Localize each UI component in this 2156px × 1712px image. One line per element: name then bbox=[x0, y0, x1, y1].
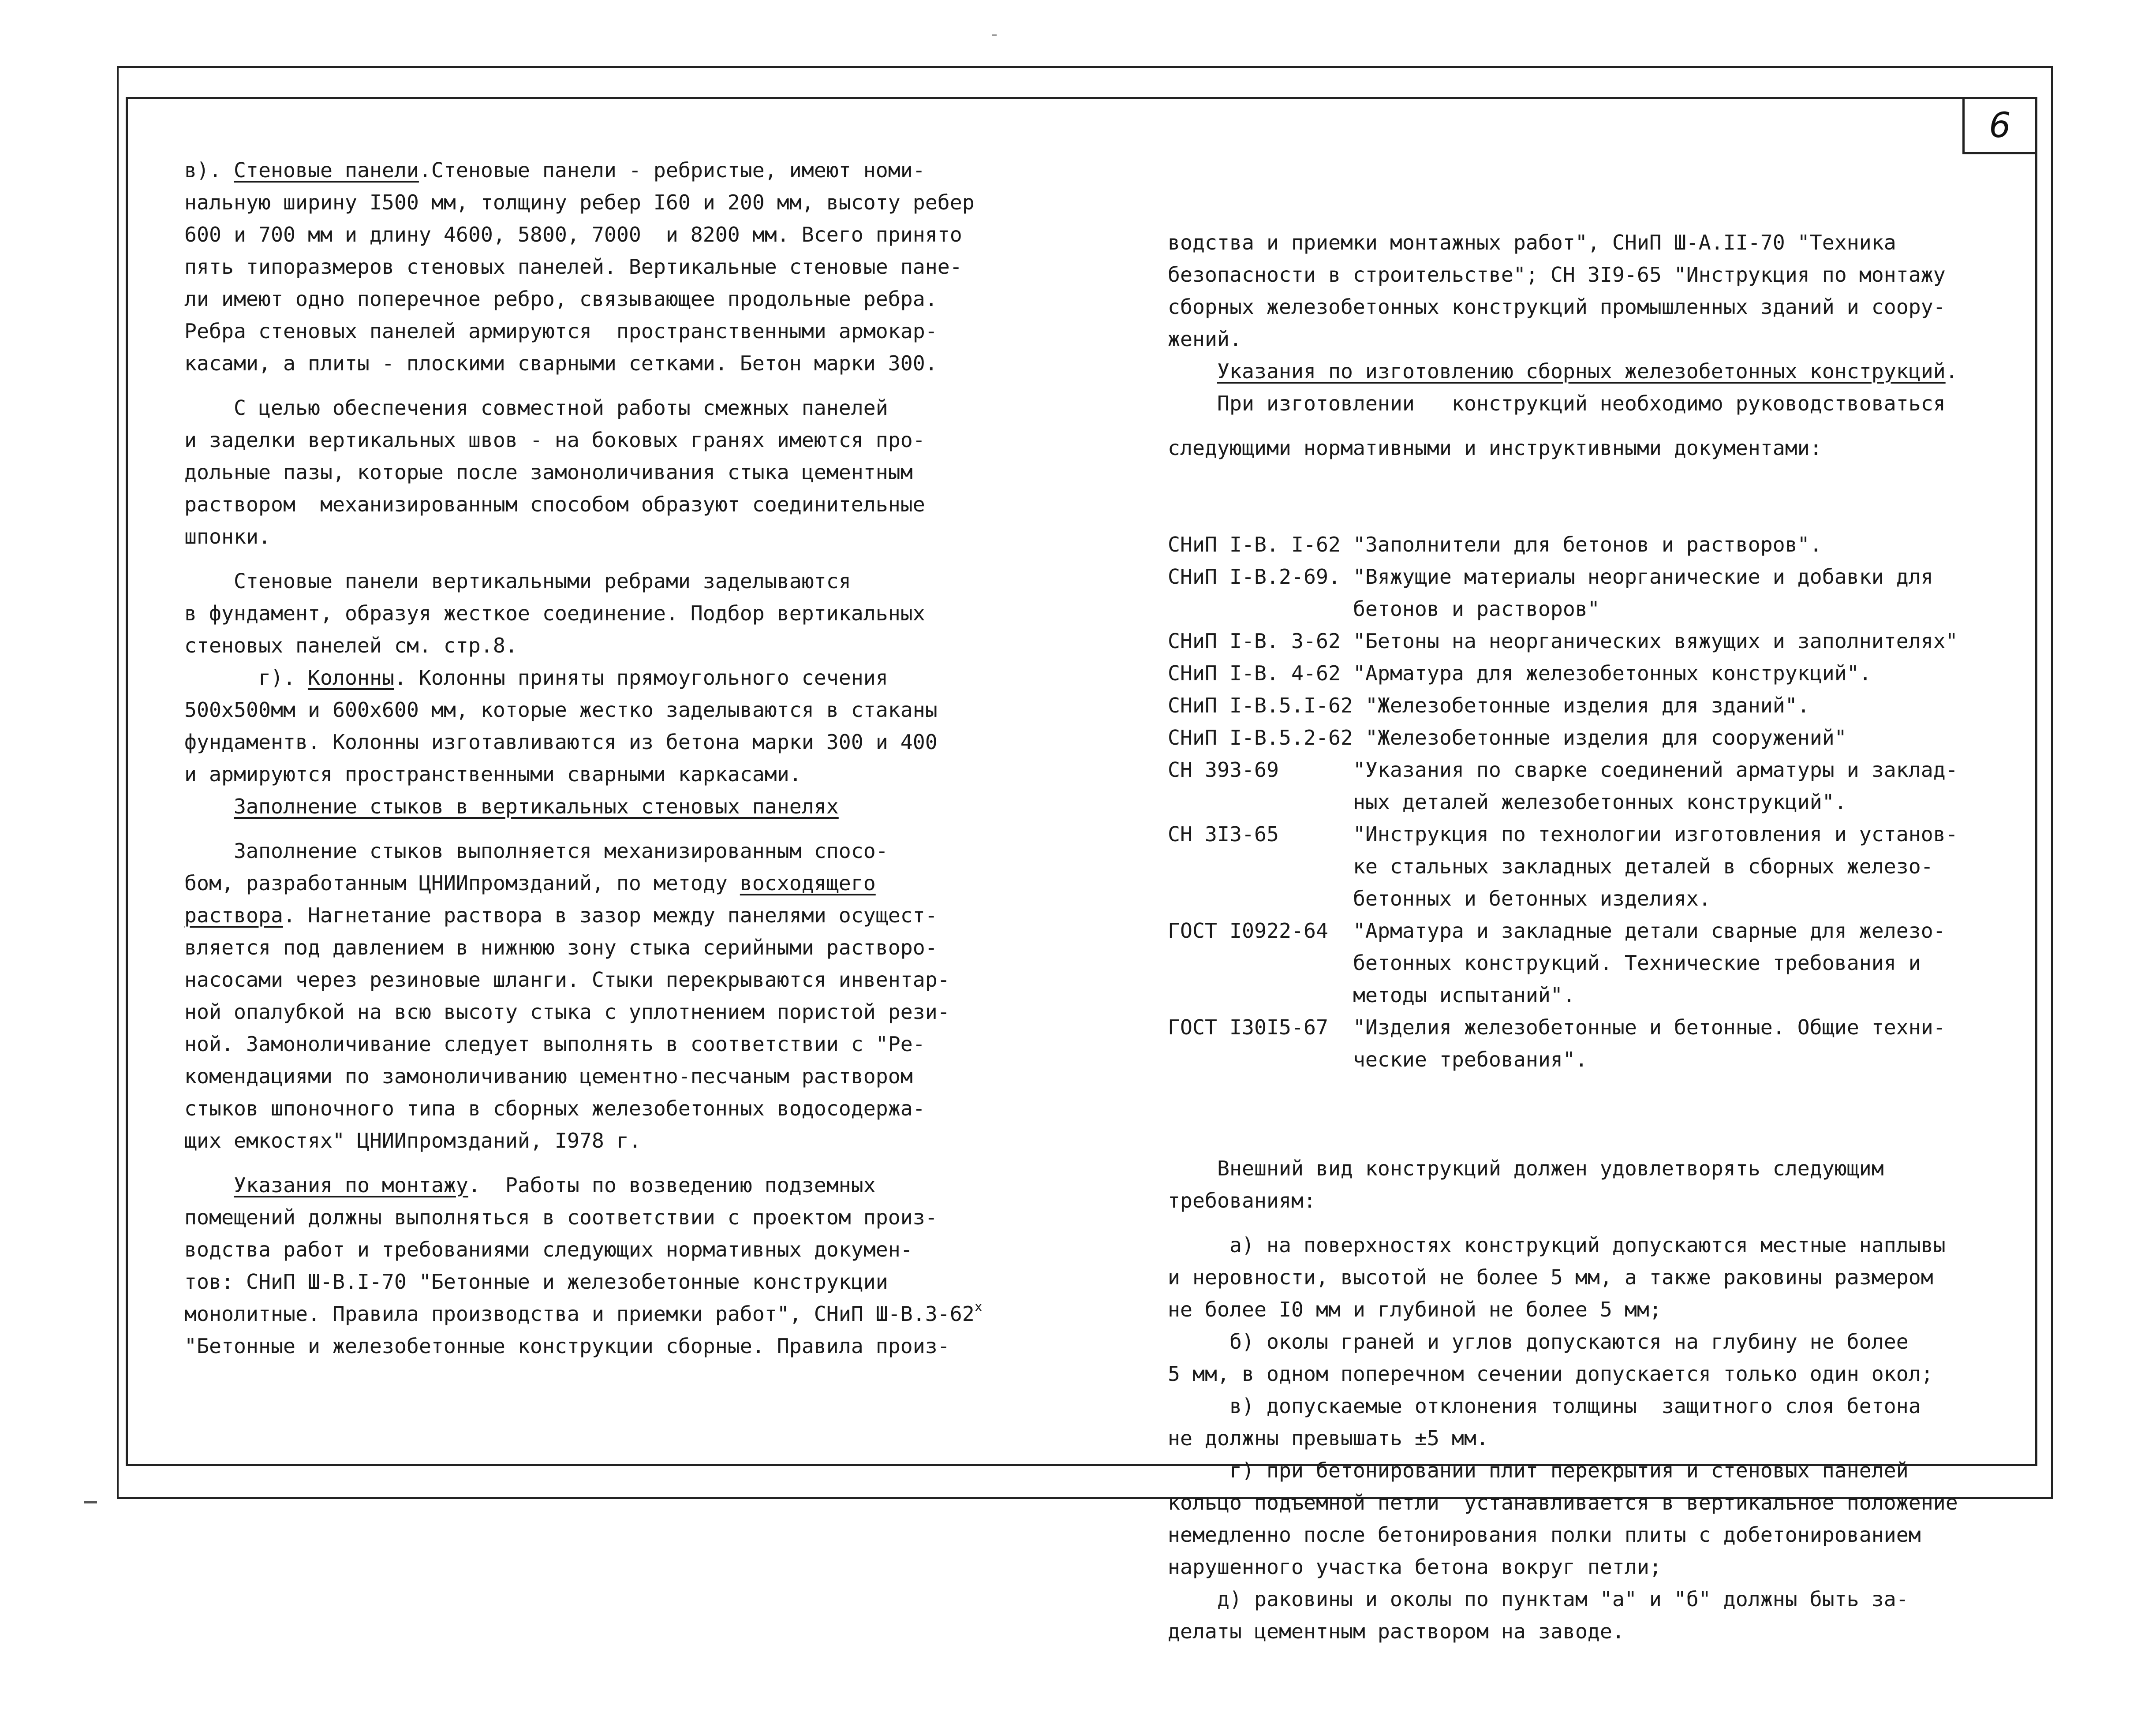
text-segment: нарушенного участка бетона вокруг петли; bbox=[1168, 1555, 1662, 1579]
paragraph-gap bbox=[184, 380, 1013, 392]
text-segment: раствором механизированным способом образуют соединительные bbox=[184, 492, 925, 516]
reference-item bbox=[1168, 883, 2006, 915]
text-line bbox=[184, 932, 1013, 964]
scan-mark bbox=[992, 34, 997, 36]
text-line bbox=[184, 694, 1013, 726]
margin-mark bbox=[84, 1501, 97, 1503]
text-line bbox=[184, 456, 1013, 489]
reference-title: "Железобетонные изделия для зданий". bbox=[1365, 694, 1810, 717]
reference-item bbox=[1168, 593, 2006, 625]
text-segment: Внешний вид конструкций должен удовлетворять следующим bbox=[1168, 1156, 1884, 1180]
text-line bbox=[1168, 1153, 2006, 1185]
text-segment: щих емкостях" ЦНИИпромзданий, I978 г. bbox=[184, 1129, 641, 1153]
paragraph-gap bbox=[184, 553, 1013, 565]
reference-item bbox=[1168, 786, 2006, 818]
reference-title: "Арматура для железобетонных конструкций". bbox=[1353, 661, 1872, 685]
reference-list bbox=[1168, 529, 2006, 1076]
text-segment: . Работы по возведению подземных bbox=[468, 1173, 876, 1197]
text-line bbox=[184, 1060, 1013, 1093]
right-column-requirements bbox=[1168, 1140, 2006, 1648]
text-segment: .Стеновые панели - ребристые, имеют номи- bbox=[418, 158, 925, 182]
reference-title: "Изделия железобетонные и бетонные. Общие техни- bbox=[1353, 1015, 1946, 1039]
reference-title: методы испытаний". bbox=[1353, 983, 1575, 1007]
text-segment: в) допускаемые отклонения толщины защитного слоя бетона bbox=[1168, 1394, 1921, 1418]
reference-code: ГОСТ I0922-64 bbox=[1168, 919, 1353, 943]
text-line bbox=[184, 1093, 1013, 1125]
text-segment: Стеновые панели вертикальными ребрами заделываются bbox=[184, 569, 851, 593]
reference-code: СН 3I3-65 bbox=[1168, 822, 1353, 846]
text-segment: помещений должны выполняться в соответствии с проектом произ- bbox=[184, 1205, 938, 1229]
underlined-heading: Указания по монтажу bbox=[233, 1173, 468, 1197]
underlined-heading: Указания по изготовлению сборных железобетонных конструкций bbox=[1217, 359, 1946, 383]
right-column-intro bbox=[1168, 227, 2006, 464]
reference-item bbox=[1168, 979, 2006, 1011]
reference-title: бетонов и растворов" bbox=[1353, 597, 1600, 621]
reference-item bbox=[1168, 561, 2006, 593]
reference-title: "Указания по сварке соединений арматуры и заклад- bbox=[1353, 758, 1958, 782]
reference-item bbox=[1168, 818, 2006, 850]
text-segment: фундаментв. Колонны изготавливаются из бетона марки 300 и 400 bbox=[184, 730, 938, 754]
text-line bbox=[184, 1234, 1013, 1266]
text-segment: тов: СНиП Ш-В.I-70 "Бетонные и железобетонные конструкции bbox=[184, 1270, 888, 1294]
reference-code bbox=[1168, 597, 1353, 621]
reference-item bbox=[1168, 625, 2006, 657]
text-segment: безопасности в строительстве"; СН 3I9-65 "Инструкция по монтажу bbox=[1168, 263, 1946, 287]
text-line bbox=[1168, 1358, 2006, 1390]
text-segment: . Нагнетание раствора в зазор между панелями осущест- bbox=[283, 903, 938, 927]
text-line bbox=[184, 597, 1013, 630]
text-segment: не более I0 мм и глубиной не более 5 мм; bbox=[1168, 1298, 1662, 1321]
text-line bbox=[1168, 388, 2006, 420]
reference-code: СНиП I-В. 3-62 bbox=[1168, 629, 1353, 653]
text-line bbox=[184, 186, 1013, 219]
reference-code: СНиП I-В.2-69. bbox=[1168, 565, 1353, 589]
reference-title: бетонных и бетонных изделиях. bbox=[1353, 887, 1711, 910]
text-segment: стеновых панелей см. стр.8. bbox=[184, 634, 518, 657]
text-line bbox=[1168, 1261, 2006, 1294]
reference-code: СНиП I-В. 4-62 bbox=[1168, 661, 1353, 685]
text-segment: пять типоразмеров стеновых панелей. Вертикальные стеновые пане- bbox=[184, 255, 962, 279]
text-line bbox=[184, 489, 1013, 521]
page-number: 6 bbox=[1962, 97, 2037, 154]
reference-item bbox=[1168, 850, 2006, 883]
text-line bbox=[184, 1298, 1013, 1330]
text-segment: водства работ и требованиями следующих нормативных докумен- bbox=[184, 1238, 913, 1261]
reference-item bbox=[1168, 529, 2006, 561]
text-line bbox=[184, 791, 1013, 823]
reference-code: ГОСТ I30I5-67 bbox=[1168, 1015, 1353, 1039]
underlined-heading: Заполнение стыков в вертикальных стеновых панелях bbox=[233, 794, 839, 818]
left-column bbox=[184, 154, 1013, 1362]
reference-code bbox=[1168, 951, 1353, 975]
paragraph-gap bbox=[184, 823, 1013, 835]
text-line bbox=[1168, 1519, 2006, 1551]
underlined-heading: восходящего bbox=[740, 871, 876, 895]
reference-item bbox=[1168, 1011, 2006, 1044]
reference-item bbox=[1168, 915, 2006, 947]
text-segment: г) при бетонировании плит перекрытия и стеновых панелей bbox=[1168, 1458, 1909, 1482]
paragraph-gap bbox=[1168, 420, 2006, 432]
reference-title: "Заполнители для бетонов и растворов". bbox=[1353, 533, 1822, 556]
text-segment: б) околы граней и углов допускаются на глубину не более bbox=[1168, 1330, 1909, 1354]
text-segment: следующими нормативными и инструктивными документами: bbox=[1168, 436, 1822, 460]
text-segment: "Бетонные и железобетонные конструкции сборные. Правила произ- bbox=[184, 1334, 950, 1358]
text-segment bbox=[184, 1173, 234, 1197]
text-line bbox=[1168, 1422, 2006, 1455]
text-line bbox=[1168, 1551, 2006, 1583]
text-segment: требованиям: bbox=[1168, 1189, 1316, 1212]
reference-item bbox=[1168, 754, 2006, 786]
text-line bbox=[184, 315, 1013, 347]
text-line bbox=[184, 565, 1013, 597]
reference-title: бетонных конструкций. Технические требования и bbox=[1353, 951, 1921, 975]
text-segment: насосами через резиновые шланги. Стыки перекрываются инвентар- bbox=[184, 968, 950, 992]
text-line bbox=[184, 154, 1013, 186]
reference-item bbox=[1168, 722, 2006, 754]
text-line bbox=[184, 996, 1013, 1028]
paragraph-gap bbox=[184, 1157, 1013, 1169]
text-segment: дольные пазы, которые после замоноличивания стыка цементным bbox=[184, 460, 913, 484]
text-line bbox=[184, 1201, 1013, 1234]
text-segment bbox=[1168, 359, 1217, 383]
text-segment: и заделки вертикальных швов - на боковых гранях имеются про- bbox=[184, 428, 925, 452]
text-segment: . Колонны приняты прямоугольного сечения bbox=[394, 666, 888, 690]
underlined-heading: Стеновые панели bbox=[233, 158, 419, 182]
reference-code: СН 393-69 bbox=[1168, 758, 1353, 782]
text-line bbox=[1168, 355, 2006, 388]
text-line bbox=[1168, 1326, 2006, 1358]
text-segment bbox=[184, 794, 234, 818]
text-line bbox=[184, 424, 1013, 456]
text-line bbox=[1168, 1185, 2006, 1217]
text-segment: 600 и 700 мм и длину 4600, 5800, 7000 и 8200 мм. Всего принято bbox=[184, 223, 962, 246]
reference-item bbox=[1168, 657, 2006, 690]
text-line bbox=[1168, 432, 2006, 464]
text-segment: и армируются пространственными сварными каркасами. bbox=[184, 762, 802, 786]
text-line bbox=[184, 662, 1013, 694]
reference-code bbox=[1168, 790, 1353, 814]
text-line bbox=[1168, 1390, 2006, 1422]
text-segment: шпонки. bbox=[184, 525, 271, 548]
text-segment: стыков шпоночного типа в сборных железобетонных водосодержа- bbox=[184, 1097, 925, 1120]
text-segment: касами, а плиты - плоскими сварными сетками. Бетон марки 300. bbox=[184, 351, 938, 375]
text-segment: в). bbox=[184, 158, 234, 182]
text-line bbox=[1168, 1229, 2006, 1261]
text-segment: 5 мм, в одном поперечном сечении допускается только один окол; bbox=[1168, 1362, 1933, 1386]
reference-title: "Вяжущие материалы неорганические и добавки для bbox=[1353, 565, 1933, 589]
paragraph-gap bbox=[1168, 1217, 2006, 1229]
text-line bbox=[184, 1028, 1013, 1060]
text-segment: нальную ширину I500 мм, толщину ребер I60 и 200 мм, высоту ребер bbox=[184, 190, 975, 214]
text-line bbox=[184, 521, 1013, 553]
text-line bbox=[184, 630, 1013, 662]
reference-code bbox=[1168, 854, 1353, 878]
text-segment: кольцо подъемной петли устанавливается в вертикальное положение bbox=[1168, 1491, 1958, 1514]
text-segment: комендациями по замоноличиванию цементно-песчаным раствором bbox=[184, 1064, 913, 1088]
reference-item bbox=[1168, 1044, 2006, 1076]
reference-title: "Инструкция по технологии изготовления и установ- bbox=[1353, 822, 1958, 846]
text-line bbox=[1168, 1294, 2006, 1326]
text-line bbox=[184, 1266, 1013, 1298]
text-line bbox=[1168, 291, 2006, 323]
text-segment: г). bbox=[184, 666, 308, 690]
paragraph-gap bbox=[1168, 1140, 2006, 1153]
text-segment: ной опалубкой на всю высоту стыка с уплотнением пористой рези- bbox=[184, 1000, 950, 1024]
text-segment: вляется под давлением в нижнюю зону стыка серийными растворо- bbox=[184, 936, 938, 959]
text-segment: немедленно после бетонирования полки плиты с добетонированием bbox=[1168, 1523, 1921, 1547]
text-segment: монолитные. Правила производства и приемки работ", СНиП Ш-В.3-62 bbox=[184, 1302, 975, 1326]
text-line bbox=[184, 283, 1013, 315]
text-line bbox=[1168, 323, 2006, 355]
reference-title: "Бетоны на неорганических вяжущих и заполнителях" bbox=[1353, 629, 1958, 653]
text-line bbox=[184, 1330, 1013, 1362]
underlined-heading: раствора bbox=[184, 903, 283, 927]
reference-code bbox=[1168, 983, 1353, 1007]
reference-code: СНиП I-В.5.I-62 bbox=[1168, 694, 1365, 717]
text-line bbox=[184, 347, 1013, 380]
text-line bbox=[184, 964, 1013, 996]
text-segment: С целью обеспечения совместной работы смежных панелей bbox=[184, 396, 888, 420]
text-line bbox=[184, 758, 1013, 791]
text-line bbox=[1168, 1615, 2006, 1648]
text-segment: водства и приемки монтажных работ", СНиП Ш-А.II-70 "Техника bbox=[1168, 231, 1896, 254]
text-line bbox=[184, 1125, 1013, 1157]
text-line bbox=[184, 867, 1013, 899]
text-segment: Заполнение стыков выполняется механизированным спосо- bbox=[184, 839, 888, 863]
reference-item bbox=[1168, 690, 2006, 722]
reference-code: СНиП I-В.5.2-62 bbox=[1168, 726, 1365, 750]
text-line bbox=[184, 219, 1013, 251]
reference-title: "Железобетонные изделия для сооружений" bbox=[1365, 726, 1847, 750]
text-segment: жений. bbox=[1168, 327, 1242, 351]
text-line bbox=[1168, 227, 2006, 259]
text-segment: делаты цементным раствором на заводе. bbox=[1168, 1619, 1625, 1643]
text-line bbox=[1168, 1487, 2006, 1519]
reference-title: ческие требования". bbox=[1353, 1048, 1588, 1071]
text-line bbox=[1168, 259, 2006, 291]
text-line bbox=[184, 899, 1013, 932]
text-line bbox=[184, 1169, 1013, 1201]
text-line bbox=[1168, 1583, 2006, 1615]
reference-title: ке стальных закладных деталей в сборных железо- bbox=[1353, 854, 1933, 878]
text-segment: . bbox=[1945, 359, 1958, 383]
reference-code: СНиП I-В. I-62 bbox=[1168, 533, 1353, 556]
text-segment: бом, разработанным ЦНИИпромзданий, по методу bbox=[184, 871, 740, 895]
reference-code bbox=[1168, 1048, 1353, 1071]
text-segment: ли имеют одно поперечное ребро, связывающее продольные ребра. bbox=[184, 287, 938, 311]
text-segment: не должны превышать ±5 мм. bbox=[1168, 1426, 1489, 1450]
text-segment: д) раковины и околы по пунктам "а" и "б" должны быть за- bbox=[1168, 1587, 1909, 1611]
reference-code bbox=[1168, 887, 1353, 910]
text-line bbox=[184, 392, 1013, 424]
underlined-heading: Колонны bbox=[307, 666, 394, 690]
text-line bbox=[184, 835, 1013, 867]
text-line bbox=[184, 726, 1013, 758]
text-segment: Ребра стеновых панелей армируются пространственными армокар- bbox=[184, 319, 938, 343]
superscript: x bbox=[974, 1299, 983, 1315]
text-segment: 500х500мм и 600х600 мм, которые жестко заделываются в стаканы bbox=[184, 698, 938, 722]
text-segment: сборных железобетонных конструкций промышленных зданий и соору- bbox=[1168, 295, 1946, 319]
text-segment: в фундамент, образуя жесткое соединение. Подбор вертикальных bbox=[184, 601, 925, 625]
text-segment: При изготовлении конструкций необходимо руководствоваться bbox=[1168, 392, 1946, 415]
text-segment: ной. Замоноличивание следует выполнять в соответствии с "Ре- bbox=[184, 1032, 925, 1056]
reference-title: "Арматура и закладные детали сварные для железо- bbox=[1353, 919, 1946, 943]
reference-title: ных деталей железобетонных конструкций". bbox=[1353, 790, 1847, 814]
text-line bbox=[184, 251, 1013, 283]
text-line bbox=[1168, 1455, 2006, 1487]
text-segment: а) на поверхностях конструкций допускаются местные наплывы bbox=[1168, 1233, 1946, 1257]
right-column bbox=[1168, 162, 2006, 1712]
reference-item bbox=[1168, 947, 2006, 979]
text-segment: и неровности, высотой не более 5 мм, а также раковины размером bbox=[1168, 1265, 1933, 1289]
